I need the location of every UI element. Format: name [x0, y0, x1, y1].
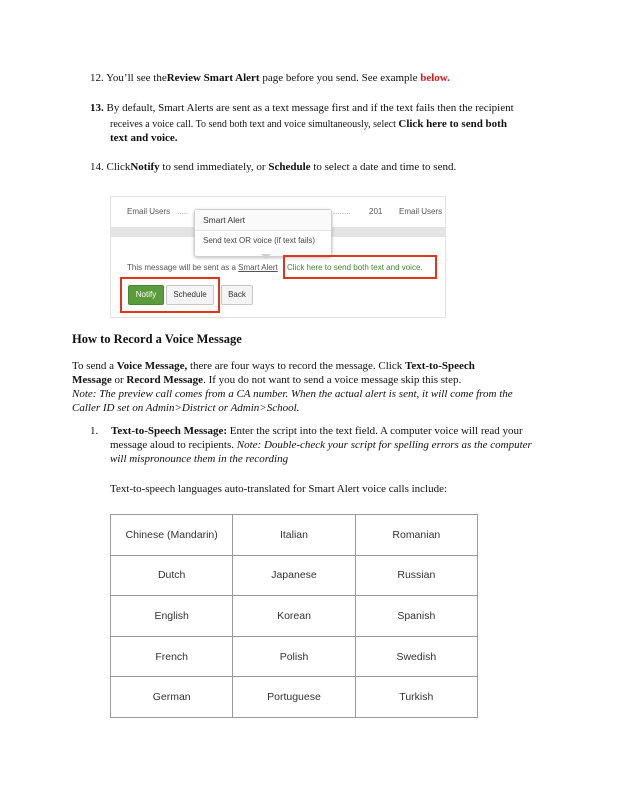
header-email-users: Email Users: [127, 207, 171, 216]
message-line: [127, 263, 278, 272]
schedule-label: Schedule: [268, 161, 311, 173]
item-text: message aloud to recipients.: [110, 439, 235, 451]
language-cell: Swedish: [355, 636, 477, 677]
step-number: 13.: [90, 102, 104, 114]
notify-label: Notify: [130, 161, 160, 173]
send-both-link[interactable]: Click here to send both text and voice.: [287, 263, 423, 272]
record-message-label: Record Message: [126, 374, 204, 386]
language-cell: Japanese: [233, 555, 355, 596]
tts-label: Text-to-Speech: [405, 360, 475, 372]
languages-intro: Text-to-speech languages auto-translated for Smart Alert voice calls include:: [110, 483, 448, 495]
language-cell: German: [111, 677, 233, 718]
intro-text: . If you do not want to send a voice message skip this step.: [203, 374, 462, 386]
language-cell: English: [111, 596, 233, 637]
header-email-users-right: Email Users: [399, 207, 443, 216]
table-row: [111, 636, 478, 677]
header-count: 201: [369, 207, 383, 216]
language-cell: Portuguese: [233, 677, 355, 718]
review-smart-alert-label: Review Smart Alert: [166, 72, 260, 84]
table-row: [111, 677, 478, 718]
step-14: [90, 160, 456, 174]
popup-body: Send text OR voice (if text fails): [203, 236, 316, 245]
send-both-instruction: Click here to send both: [398, 118, 507, 130]
smart-alert-popup: [194, 209, 332, 257]
step-text: to send immediately, or: [162, 161, 266, 173]
language-cell: Korean: [233, 596, 355, 637]
step-number: 14.: [90, 161, 104, 173]
notify-button[interactable]: Notify: [128, 285, 164, 305]
table-row: [111, 515, 478, 556]
intro-text: To send a: [72, 360, 114, 372]
item-1-line-2: [110, 438, 532, 452]
item-1: [90, 424, 523, 438]
voice-message-label: Voice Message,: [116, 360, 188, 372]
smart-alert-link[interactable]: Smart Alert: [238, 263, 278, 272]
language-cell: Spanish: [355, 596, 477, 637]
step-text: page before you send. See example: [262, 72, 418, 84]
highlight-box-send-both: [283, 255, 437, 279]
table-row: [111, 555, 478, 596]
language-cell: Italian: [233, 515, 355, 556]
review-smart-alert-screenshot: [110, 196, 446, 318]
languages-table: [110, 514, 478, 718]
intro-line-2: [72, 373, 461, 387]
note-line-1: Note: The preview call comes from a CA number. When the actual alert is sent, it will come from the: [72, 388, 513, 400]
intro-text: or: [114, 374, 124, 386]
section-heading: How to Record a Voice Message: [72, 332, 242, 346]
back-button[interactable]: Back: [221, 285, 253, 305]
language-cell: Russian: [355, 555, 477, 596]
table-row: [111, 596, 478, 637]
step-12: [90, 71, 450, 85]
note-line-2: Caller ID set on Admin>District or Admin>School.: [72, 402, 300, 414]
header-dots: ........: [333, 207, 351, 216]
below-link[interactable]: below.: [420, 72, 450, 84]
step-number: 12.: [90, 72, 104, 84]
step-text: to select a date and time to send.: [313, 161, 457, 173]
step-text: You’ll see the: [106, 72, 167, 84]
message-text: This message will be sent as a: [127, 263, 236, 272]
popup-title: Smart Alert: [195, 210, 331, 231]
language-cell: French: [111, 636, 233, 677]
intro-line-1: [72, 359, 475, 373]
language-cell: Romanian: [355, 515, 477, 556]
step-text: By default, Smart Alerts are sent as a text message first and if the text fails then the recipient: [106, 102, 514, 114]
popup-caret: [261, 254, 271, 259]
intro-text: there are four ways to record the message. Click: [189, 360, 403, 372]
schedule-button[interactable]: Schedule: [166, 285, 214, 305]
step-text: receives a voice call. To send both text and voice simultaneously, select: [110, 119, 396, 130]
item-number: 1.: [90, 425, 99, 437]
language-cell: Dutch: [111, 555, 233, 596]
step-13: [90, 101, 514, 115]
language-cell: Chinese (Mandarin): [111, 515, 233, 556]
item-1-line-3: will mispronounce them in the recording: [110, 453, 289, 465]
message-label: Message: [72, 374, 112, 386]
step-text: Click: [106, 161, 131, 173]
tts-message-label: Text-to-Speech Message:: [111, 425, 227, 437]
language-cell: Turkish: [355, 677, 477, 718]
header-dots: .....: [177, 207, 189, 216]
item-text: Enter the script into the text field. A computer voice will read your: [229, 425, 523, 437]
item-note: Note: Double-check your script for spelling errors as the computer: [236, 439, 532, 451]
step-13-line-2: [110, 117, 507, 132]
step-13-line-3: text and voice.: [110, 132, 178, 144]
language-cell: Polish: [233, 636, 355, 677]
